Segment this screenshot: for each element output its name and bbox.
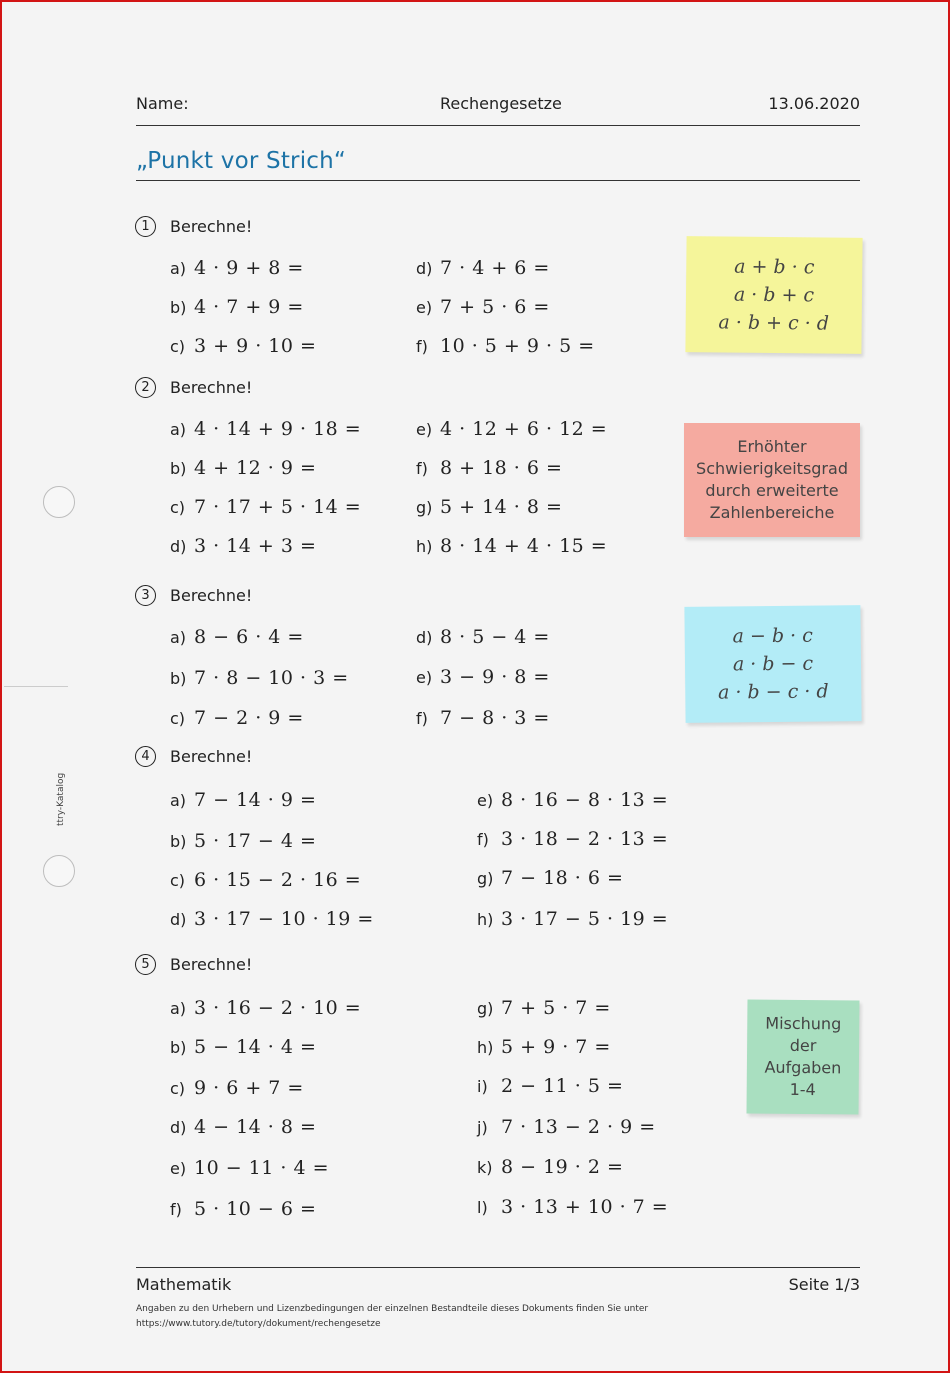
note-line: Zahlenbereiche — [709, 503, 835, 522]
note-line: durch erweiterte — [705, 481, 839, 500]
task-4h: h) 3 · 17 − 5 · 19 = — [477, 908, 669, 930]
section-label: Berechne! — [170, 217, 253, 236]
punch-hole-bottom — [43, 855, 75, 887]
task-5e: e) 10 − 11 · 4 = — [170, 1157, 330, 1179]
name-label: Name: — [136, 94, 189, 113]
note-line: a · b + c · d — [718, 311, 830, 335]
section-number: 2 — [135, 377, 156, 398]
note-line: a · b − c · d — [717, 680, 829, 704]
footer-page-number: Seite 1/3 — [788, 1275, 860, 1294]
task-4b: b) 5 · 17 − 4 = — [170, 830, 317, 852]
fold-mark — [4, 686, 68, 687]
task-2c: c) 7 · 17 + 5 · 14 = — [170, 496, 362, 518]
note-line: Mischung — [765, 1013, 842, 1034]
section-number: 3 — [135, 585, 156, 606]
task-5b: b) 5 − 14 · 4 = — [170, 1036, 317, 1058]
task-5g: g) 7 + 5 · 7 = — [477, 997, 611, 1019]
sticky-note-blue — [684, 605, 861, 723]
task-4c: c) 6 · 15 − 2 · 16 = — [170, 869, 362, 891]
footer-subject: Mathematik — [136, 1275, 232, 1294]
task-4d: d) 3 · 17 − 10 · 19 = — [170, 908, 374, 930]
sticky-note-green — [747, 1000, 860, 1115]
task-2g: g) 5 + 14 · 8 = — [416, 496, 563, 518]
note-line: a · b − c — [732, 652, 814, 676]
note-line: a − b · c — [732, 624, 813, 648]
task-5l: l) 3 · 13 + 10 · 7 = — [477, 1196, 669, 1218]
date-label: 13.06.2020 — [768, 94, 860, 113]
punch-hole-top — [43, 486, 75, 518]
task-5f: f) 5 · 10 − 6 = — [170, 1198, 317, 1220]
section-label: Berechne! — [170, 747, 253, 766]
task-1d: d) 7 · 4 + 6 = — [416, 257, 550, 279]
task-5c: c) 9 · 6 + 7 = — [170, 1077, 304, 1099]
topic-label: Rechengesetze — [440, 94, 562, 113]
task-2d: d) 3 · 14 + 3 = — [170, 535, 317, 557]
task-2b: b) 4 + 12 · 9 = — [170, 457, 317, 479]
task-5d: d) 4 − 14 · 8 = — [170, 1116, 317, 1138]
task-3b: b) 7 · 8 − 10 · 3 = — [170, 667, 349, 689]
task-1b: b) 4 · 7 + 9 = — [170, 296, 304, 318]
task-4g: g) 7 − 18 · 6 = — [477, 867, 624, 889]
task-5i: i) 2 − 11 · 5 = — [477, 1075, 624, 1097]
task-5k: k) 8 − 19 · 2 = — [477, 1156, 624, 1178]
note-line: 1-4 — [789, 1079, 816, 1100]
task-3e: e) 3 − 9 · 8 = — [416, 666, 550, 688]
side-text: ttry-Katalog — [56, 772, 66, 826]
note-line: Aufgaben — [764, 1057, 842, 1078]
note-line: a · b + c — [733, 283, 815, 307]
section-label: Berechne! — [170, 955, 253, 974]
task-1f: f) 10 · 5 + 9 · 5 = — [416, 335, 595, 357]
task-3f: f) 7 − 8 · 3 = — [416, 707, 550, 729]
sticky-note-yellow — [685, 236, 862, 354]
footer-credit-line-1: Angaben zu den Urhebern und Lizenzbedingungen der einzelnen Bestandteile dieses Dokuments finden Sie unter — [136, 1304, 649, 1314]
task-3a: a) 8 − 6 · 4 = — [170, 626, 304, 648]
section-label: Berechne! — [170, 586, 253, 605]
section-number: 1 — [135, 216, 156, 237]
task-3d: d) 8 · 5 − 4 = — [416, 626, 550, 648]
footer-rule — [136, 1267, 860, 1268]
section-label: Berechne! — [170, 378, 253, 397]
task-1c: c) 3 + 9 · 10 = — [170, 335, 317, 357]
note-line: der — [789, 1035, 817, 1056]
sticky-note-red — [684, 423, 860, 537]
task-3c: c) 7 − 2 · 9 = — [170, 707, 304, 729]
task-2h: h) 8 · 14 + 4 · 15 = — [416, 535, 608, 557]
note-line: a + b · c — [734, 255, 815, 279]
task-2a: a) 4 · 14 + 9 · 18 = — [170, 418, 362, 440]
section-number: 5 — [135, 954, 156, 975]
task-2f: f) 8 + 18 · 6 = — [416, 457, 563, 479]
task-5j: j) 7 · 13 − 2 · 9 = — [477, 1116, 656, 1138]
page-title: „Punkt vor Strich“ — [136, 148, 347, 174]
task-4e: e) 8 · 16 − 8 · 13 = — [477, 789, 669, 811]
task-1e: e) 7 + 5 · 6 = — [416, 296, 550, 318]
note-line: Schwierigkeitsgrad — [696, 459, 848, 478]
task-5a: a) 3 · 16 − 2 · 10 = — [170, 997, 362, 1019]
task-5h: h) 5 + 9 · 7 = — [477, 1036, 611, 1058]
footer-credit-link[interactable]: https://www.tutory.de/tutory/dokument/rechengesetze — [136, 1319, 381, 1329]
task-4a: a) 7 − 14 · 9 = — [170, 789, 317, 811]
section-number: 4 — [135, 746, 156, 767]
task-1a: a) 4 · 9 + 8 = — [170, 257, 304, 279]
note-line: Erhöhter — [737, 437, 807, 456]
task-2e: e) 4 · 12 + 6 · 12 = — [416, 418, 608, 440]
title-rule — [136, 180, 860, 181]
task-4f: f) 3 · 18 − 2 · 13 = — [477, 828, 669, 850]
header-rule — [136, 125, 860, 126]
